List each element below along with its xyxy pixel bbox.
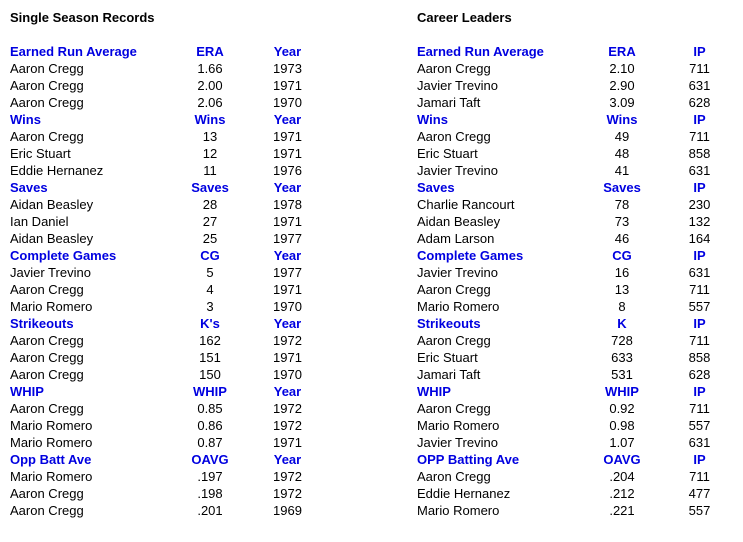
period-value: 230 bbox=[688, 197, 711, 212]
period-value: 132 bbox=[688, 214, 711, 229]
player-name: Aaron Cregg bbox=[10, 78, 84, 93]
stat-value: 73 bbox=[614, 214, 630, 229]
player-name: Mario Romero bbox=[10, 469, 93, 484]
period-value: 628 bbox=[688, 95, 711, 110]
section-header-row bbox=[10, 315, 330, 332]
player-name: Aidan Beasley bbox=[10, 231, 94, 246]
record-row bbox=[417, 60, 742, 77]
stat-value: 2.10 bbox=[609, 61, 635, 76]
record-row bbox=[10, 434, 330, 451]
stat-value: 4 bbox=[206, 282, 214, 297]
stat-value: 151 bbox=[199, 350, 221, 365]
stat-value: 2.90 bbox=[609, 78, 635, 93]
player-name: Javier Trevino bbox=[417, 435, 498, 450]
record-row bbox=[417, 332, 742, 349]
stat-column-header: Wins bbox=[606, 112, 638, 127]
section-header-row bbox=[10, 247, 330, 264]
stat-value: 2.06 bbox=[197, 95, 223, 110]
stat-value: 28 bbox=[202, 197, 218, 212]
player-name: Jamari Taft bbox=[417, 95, 481, 110]
stat-value: 0.86 bbox=[197, 418, 223, 433]
stat-value: 1.66 bbox=[197, 61, 223, 76]
section-header-row bbox=[10, 43, 330, 60]
period-value: 1971 bbox=[273, 78, 302, 93]
player-name: Aaron Cregg bbox=[10, 401, 84, 416]
period-value: 631 bbox=[688, 78, 711, 93]
stat-value: 531 bbox=[611, 367, 633, 382]
section-label: Strikeouts bbox=[417, 316, 481, 331]
stat-column-header: K bbox=[617, 316, 627, 331]
player-name: Adam Larson bbox=[417, 231, 495, 246]
period-value: 711 bbox=[689, 61, 710, 76]
record-row bbox=[10, 77, 330, 94]
single-season-records-table-body bbox=[10, 43, 330, 519]
period-value: 1971 bbox=[273, 350, 302, 365]
career-leaders-title: Career Leaders bbox=[417, 10, 512, 25]
record-row bbox=[417, 366, 742, 383]
stat-value: 78 bbox=[614, 197, 630, 212]
period-value: 1971 bbox=[273, 129, 302, 144]
period-value: 1972 bbox=[273, 469, 302, 484]
record-row bbox=[417, 77, 742, 94]
stat-column-header: Saves bbox=[603, 180, 641, 195]
stat-value: 5 bbox=[206, 265, 214, 280]
period-value: 1977 bbox=[273, 231, 302, 246]
record-row bbox=[10, 145, 330, 162]
period-value: 1971 bbox=[273, 282, 302, 297]
player-name: Javier Trevino bbox=[10, 265, 91, 280]
record-row bbox=[10, 400, 330, 417]
stat-value: 11 bbox=[203, 163, 217, 178]
player-name: Aidan Beasley bbox=[10, 197, 94, 212]
player-name: Mario Romero bbox=[417, 299, 500, 314]
player-name: Eddie Hernanez bbox=[10, 163, 104, 178]
period-value: 1971 bbox=[273, 146, 302, 161]
record-row bbox=[10, 349, 330, 366]
player-name: Aaron Cregg bbox=[10, 129, 84, 144]
player-name: Aaron Cregg bbox=[10, 95, 84, 110]
record-row bbox=[417, 400, 742, 417]
player-name: Mario Romero bbox=[10, 435, 93, 450]
stat-value: 12 bbox=[202, 146, 218, 161]
record-row bbox=[417, 162, 742, 179]
record-row bbox=[10, 281, 330, 298]
period-column-header: IP bbox=[693, 248, 706, 263]
section-header-row bbox=[417, 179, 742, 196]
period-value: 1970 bbox=[273, 95, 302, 110]
player-name: Eric Stuart bbox=[417, 146, 478, 161]
stat-value: 0.85 bbox=[197, 401, 223, 416]
period-value: 1971 bbox=[273, 435, 302, 450]
player-name: Eric Stuart bbox=[417, 350, 478, 365]
single-season-records-title: Single Season Records bbox=[10, 10, 155, 25]
period-column-header: Year bbox=[273, 316, 302, 331]
period-column-header: Year bbox=[273, 248, 302, 263]
period-column-header: IP bbox=[693, 180, 706, 195]
player-name: Aaron Cregg bbox=[10, 486, 84, 501]
section-label: WHIP bbox=[417, 384, 451, 399]
section-header-row bbox=[417, 111, 742, 128]
record-row bbox=[417, 281, 742, 298]
player-name: Javier Trevino bbox=[417, 78, 498, 93]
stat-value: 0.87 bbox=[197, 435, 223, 450]
record-row bbox=[417, 434, 742, 451]
period-value: 711 bbox=[689, 129, 710, 144]
stat-value: 633 bbox=[611, 350, 633, 365]
section-label: Complete Games bbox=[417, 248, 524, 263]
record-row bbox=[10, 196, 330, 213]
stat-column-header: Wins bbox=[194, 112, 226, 127]
stat-column-header: WHIP bbox=[193, 384, 227, 399]
period-column-header: IP bbox=[693, 316, 706, 331]
period-column-header: IP bbox=[693, 44, 706, 59]
period-value: 1978 bbox=[273, 197, 302, 212]
stat-value: 728 bbox=[611, 333, 633, 348]
stat-value: 8 bbox=[618, 299, 626, 314]
period-value: 711 bbox=[689, 401, 710, 416]
record-row bbox=[417, 94, 742, 111]
record-row bbox=[10, 94, 330, 111]
section-label: Opp Batt Ave bbox=[10, 452, 92, 467]
record-row bbox=[10, 128, 330, 145]
player-name: Aaron Cregg bbox=[10, 282, 84, 297]
section-label: Complete Games bbox=[10, 248, 117, 263]
player-name: Jamari Taft bbox=[417, 367, 481, 382]
stat-value: .197 bbox=[197, 469, 223, 484]
stat-column-header: OAVG bbox=[191, 452, 229, 467]
stat-column-header: Saves bbox=[191, 180, 229, 195]
period-column-header: Year bbox=[273, 112, 302, 127]
single-season-records-panel bbox=[10, 9, 330, 519]
record-row bbox=[417, 485, 742, 502]
section-label: Wins bbox=[10, 112, 41, 127]
stat-value: .198 bbox=[197, 486, 223, 501]
period-value: 1972 bbox=[273, 486, 302, 501]
stat-value: 25 bbox=[202, 231, 218, 246]
section-header-row bbox=[10, 111, 330, 128]
player-name: Aaron Cregg bbox=[10, 350, 84, 365]
stat-value: 3 bbox=[206, 299, 214, 314]
stat-column-header: ERA bbox=[608, 44, 636, 59]
player-name: Aaron Cregg bbox=[10, 503, 84, 518]
record-row bbox=[417, 196, 742, 213]
period-value: 164 bbox=[688, 231, 711, 246]
player-name: Aaron Cregg bbox=[10, 333, 84, 348]
section-header-row bbox=[417, 451, 742, 468]
record-row bbox=[417, 468, 742, 485]
stat-value: 41 bbox=[614, 163, 630, 178]
period-value: 1970 bbox=[273, 367, 302, 382]
career-leaders-table-body bbox=[417, 43, 742, 519]
player-name: Mario Romero bbox=[10, 299, 93, 314]
player-name: Aaron Cregg bbox=[417, 61, 491, 76]
stat-value: .212 bbox=[609, 486, 635, 501]
period-value: 557 bbox=[688, 418, 711, 433]
section-label: Wins bbox=[417, 112, 448, 127]
period-column-header: IP bbox=[693, 452, 706, 467]
period-value: 1972 bbox=[273, 401, 302, 416]
period-value: 1972 bbox=[273, 333, 302, 348]
period-column-header: Year bbox=[273, 452, 302, 467]
period-value: 858 bbox=[688, 146, 711, 161]
record-row bbox=[417, 502, 742, 519]
stat-column-header: CG bbox=[200, 248, 220, 263]
section-label: OPP Batting Ave bbox=[417, 452, 520, 467]
stat-value: 48 bbox=[614, 146, 630, 161]
stat-value: 16 bbox=[614, 265, 630, 280]
player-name: Aaron Cregg bbox=[10, 367, 84, 382]
player-name: Aaron Cregg bbox=[417, 333, 491, 348]
stat-value: 0.92 bbox=[609, 401, 635, 416]
period-value: 1970 bbox=[273, 299, 302, 314]
record-row bbox=[10, 332, 330, 349]
record-row bbox=[10, 213, 330, 230]
period-value: 557 bbox=[688, 503, 711, 518]
stat-value: 150 bbox=[199, 367, 221, 382]
section-label: Strikeouts bbox=[10, 316, 74, 331]
section-label: Saves bbox=[417, 180, 455, 195]
record-row bbox=[417, 349, 742, 366]
stat-value: 49 bbox=[614, 129, 630, 144]
record-row bbox=[417, 298, 742, 315]
stat-column-header: WHIP bbox=[605, 384, 639, 399]
record-row bbox=[417, 264, 742, 281]
player-name: Eddie Hernanez bbox=[417, 486, 511, 501]
record-row bbox=[10, 502, 330, 519]
section-header-row bbox=[417, 315, 742, 332]
section-label: Earned Run Average bbox=[10, 44, 137, 59]
period-value: 858 bbox=[688, 350, 711, 365]
career-leaders-table bbox=[417, 43, 742, 519]
player-name: Aaron Cregg bbox=[417, 469, 491, 484]
record-row bbox=[10, 264, 330, 281]
record-row bbox=[10, 366, 330, 383]
stat-value: 0.98 bbox=[609, 418, 635, 433]
player-name: Javier Trevino bbox=[417, 265, 498, 280]
period-column-header: Year bbox=[273, 44, 302, 59]
player-name: Aidan Beasley bbox=[417, 214, 501, 229]
player-name: Mario Romero bbox=[10, 418, 93, 433]
stat-value: 46 bbox=[614, 231, 630, 246]
section-label: Earned Run Average bbox=[417, 44, 544, 59]
record-row bbox=[417, 145, 742, 162]
period-value: 1973 bbox=[273, 61, 302, 76]
period-value: 631 bbox=[688, 435, 711, 450]
section-header-row bbox=[417, 247, 742, 264]
stat-value: 3.09 bbox=[609, 95, 635, 110]
period-value: 631 bbox=[688, 265, 711, 280]
stat-value: 13 bbox=[202, 129, 218, 144]
stat-value: .221 bbox=[609, 503, 635, 518]
player-name: Eric Stuart bbox=[10, 146, 71, 161]
period-value: 1972 bbox=[273, 418, 302, 433]
stat-value: 1.07 bbox=[609, 435, 635, 450]
record-row bbox=[417, 128, 742, 145]
stat-column-header: CG bbox=[612, 248, 632, 263]
record-row bbox=[10, 485, 330, 502]
period-column-header: Year bbox=[273, 180, 302, 195]
record-row bbox=[10, 162, 330, 179]
period-value: 711 bbox=[689, 333, 710, 348]
record-row bbox=[10, 298, 330, 315]
record-row bbox=[10, 60, 330, 77]
stat-value: 13 bbox=[614, 282, 630, 297]
period-value: 477 bbox=[688, 486, 711, 501]
period-value: 1977 bbox=[273, 265, 302, 280]
single-season-records-table bbox=[10, 43, 330, 519]
player-name: Charlie Rancourt bbox=[417, 197, 515, 212]
period-column-header: IP bbox=[693, 384, 706, 399]
stat-value: .204 bbox=[609, 469, 635, 484]
section-header-row bbox=[417, 43, 742, 60]
player-name: Ian Daniel bbox=[10, 214, 69, 229]
record-row bbox=[10, 468, 330, 485]
career-leaders-panel bbox=[417, 9, 742, 519]
period-value: 711 bbox=[689, 282, 710, 297]
record-row bbox=[417, 417, 742, 434]
stat-column-header: K's bbox=[200, 316, 220, 331]
period-value: 1976 bbox=[273, 163, 302, 178]
period-value: 631 bbox=[688, 163, 711, 178]
stat-value: 162 bbox=[199, 333, 221, 348]
period-value: 1969 bbox=[273, 503, 302, 518]
section-label: WHIP bbox=[10, 384, 44, 399]
period-value: 557 bbox=[688, 299, 711, 314]
record-row bbox=[10, 417, 330, 434]
player-name: Aaron Cregg bbox=[417, 282, 491, 297]
record-row bbox=[10, 230, 330, 247]
player-name: Javier Trevino bbox=[417, 163, 498, 178]
section-header-row bbox=[10, 383, 330, 400]
stat-value: .201 bbox=[197, 503, 223, 518]
stat-column-header: ERA bbox=[196, 44, 224, 59]
player-name: Aaron Cregg bbox=[417, 129, 491, 144]
stat-value: 2.00 bbox=[197, 78, 223, 93]
player-name: Aaron Cregg bbox=[10, 61, 84, 76]
player-name: Mario Romero bbox=[417, 418, 500, 433]
period-value: 1971 bbox=[273, 214, 302, 229]
stat-column-header: OAVG bbox=[603, 452, 641, 467]
period-column-header: IP bbox=[693, 112, 706, 127]
section-header-row bbox=[10, 451, 330, 468]
player-name: Mario Romero bbox=[417, 503, 500, 518]
record-row bbox=[417, 230, 742, 247]
section-label: Saves bbox=[10, 180, 48, 195]
period-value: 628 bbox=[688, 367, 711, 382]
section-header-row bbox=[417, 383, 742, 400]
stat-value: 27 bbox=[202, 214, 218, 229]
record-row bbox=[417, 213, 742, 230]
period-column-header: Year bbox=[273, 384, 302, 399]
period-value: 711 bbox=[689, 469, 710, 484]
section-header-row bbox=[10, 179, 330, 196]
player-name: Aaron Cregg bbox=[417, 401, 491, 416]
